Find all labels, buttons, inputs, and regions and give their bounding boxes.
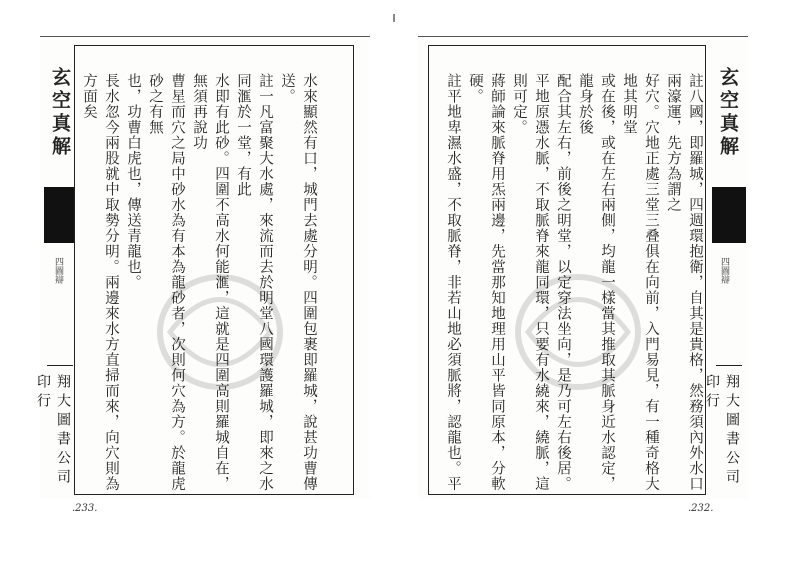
right-column: 好穴。穴地正處三堂三叠俱在向前，入門易見，有一種奇格大地其明堂 bbox=[621, 73, 659, 492]
page-binding-mark bbox=[393, 14, 395, 22]
left-column: 也，功曹白虎也，傳送青龍也。 bbox=[125, 73, 141, 290]
left-column: 水來顯然有口，城門去處分明。四圍包裹即羅城，說甚功曹傳送。 bbox=[279, 73, 317, 492]
right-page bbox=[418, 36, 748, 514]
right-column: 蔣師論來脈脊用炁兩邊，先當那知地理用山平皆同原本，分軟硬。 bbox=[467, 73, 505, 492]
left-body-text bbox=[80, 73, 320, 493]
left-publisher: 翔大圖書公司印行 bbox=[47, 365, 73, 495]
left-section-label: 四圖辯 bbox=[53, 257, 63, 284]
right-publisher: 翔大圖書公司印行 bbox=[716, 365, 742, 495]
left-page bbox=[35, 36, 370, 514]
right-black-band bbox=[712, 187, 746, 243]
left-column: 長水忽今兩股就中取勢分明。兩邊來水方直掃而來，向穴則為方面矣 bbox=[81, 73, 119, 492]
left-book-title: 玄空真解 bbox=[49, 67, 71, 159]
left-column: 註一凡富聚大水處，來流而去於明堂八國環護羅城，即來之水同滙於一堂，有此 bbox=[235, 73, 273, 492]
left-page-number: .233. bbox=[72, 503, 98, 514]
right-body-text bbox=[444, 73, 706, 493]
right-column: 或在後，或在左右兩側，均龍一樣當其推取其脈身近水認定，龍身於後 bbox=[577, 73, 615, 492]
right-section-label: 四圖辯 bbox=[719, 257, 729, 284]
left-black-band bbox=[44, 187, 74, 243]
right-column: 註八國，即羅城，四週環抱衛，自其是貴格，然務須內外水口兩濠運，先方為謂之 bbox=[665, 73, 703, 492]
right-sidebar bbox=[704, 45, 746, 495]
right-book-title: 玄空真解 bbox=[717, 67, 739, 159]
right-page-number: .232. bbox=[688, 503, 714, 514]
right-column: 配合其左右，前後之明堂，以定穿法坐向，是乃可左右後居。 bbox=[555, 73, 571, 492]
left-column: 水即有此砂。四圍不高水何能滙，這就是四圍高則羅城自在，無須再說功 bbox=[191, 73, 229, 492]
right-column: 註平地卑濕水盛，不取脈脊，非若山地必須脈將，認龍也。平 bbox=[445, 73, 461, 492]
right-column: 平地原憑水脈，不取脈脊來龍同環，只要有水繞來，繞脈，這則可定。 bbox=[511, 73, 549, 492]
left-column: 曹星而穴之局中砂水為有本為龍砂者，次則何穴為方。於龍虎砂之有無 bbox=[147, 73, 185, 492]
left-sidebar bbox=[35, 45, 74, 495]
